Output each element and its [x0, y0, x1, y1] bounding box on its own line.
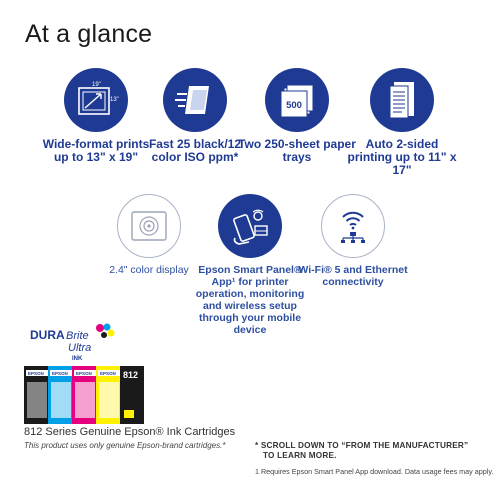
- brite-text: Brite: [66, 330, 89, 342]
- color-display-icon: [117, 194, 181, 258]
- cartridges-title: 812 Series Genuine Epson® Ink Cartridges: [24, 426, 236, 438]
- cartridges-note: This product uses only genuine Epson-brand cartridges.*: [24, 441, 226, 450]
- footnote: 1 Requires Epson Smart Panel App download. Data usage fees may apply.: [255, 467, 494, 476]
- feature-label: Fast 25 black/12 color ISO ppm*: [148, 137, 242, 164]
- feature-smart-panel: [190, 194, 310, 336]
- feature-two-sided: [342, 68, 462, 177]
- page-title: At a glance: [25, 20, 153, 48]
- feature-label: Wi-Fi® 5 and Ethernet connectivity: [298, 264, 408, 288]
- ultra-text: Ultra: [68, 342, 92, 354]
- wifi-ethernet-icon: [321, 194, 385, 258]
- two-sided-icon: [370, 68, 434, 132]
- scroll-down-note: [255, 441, 468, 461]
- scroll-note-line2: TO LEARN MORE.: [263, 451, 337, 460]
- tray-count-label: 500: [286, 100, 302, 111]
- box-brand-black: EPSON: [28, 371, 44, 376]
- dim-13-label: 13": [110, 97, 119, 103]
- feature-paper-trays: [237, 68, 357, 164]
- feature-label: Auto 2-sided printing up to 11" x 17": [347, 137, 457, 177]
- dim-19-label: 19": [92, 82, 101, 88]
- scroll-note-line1: * SCROLL DOWN TO “FROM THE MANUFACTURER”: [255, 441, 469, 450]
- feature-label: Wide-format prints up to 13" x 19": [42, 137, 150, 164]
- ink-text: INK: [72, 356, 83, 362]
- paper-trays-icon: [265, 68, 329, 132]
- box-number-812: 812: [123, 370, 139, 380]
- feature-label: 2.4" color display: [109, 264, 189, 276]
- feature-wifi-ethernet: [293, 194, 413, 288]
- fast-print-icon: [163, 68, 227, 132]
- box-brand-cyan: EPSON: [52, 371, 68, 376]
- dura-text: DURA: [30, 328, 65, 342]
- feature-label: Epson Smart Panel® App¹ for printer operation, monitoring and wireless setup through your mobile device: [195, 264, 305, 336]
- smart-panel-icon: [218, 194, 282, 258]
- durabrite-ultra-logo: [28, 322, 138, 362]
- ink-cartridges-image: [24, 364, 144, 424]
- box-brand-yellow: EPSON: [100, 371, 116, 376]
- feature-label: Two 250-sheet paper trays: [238, 137, 356, 164]
- box-brand-magenta: EPSON: [76, 371, 92, 376]
- wide-format-icon: [64, 68, 128, 132]
